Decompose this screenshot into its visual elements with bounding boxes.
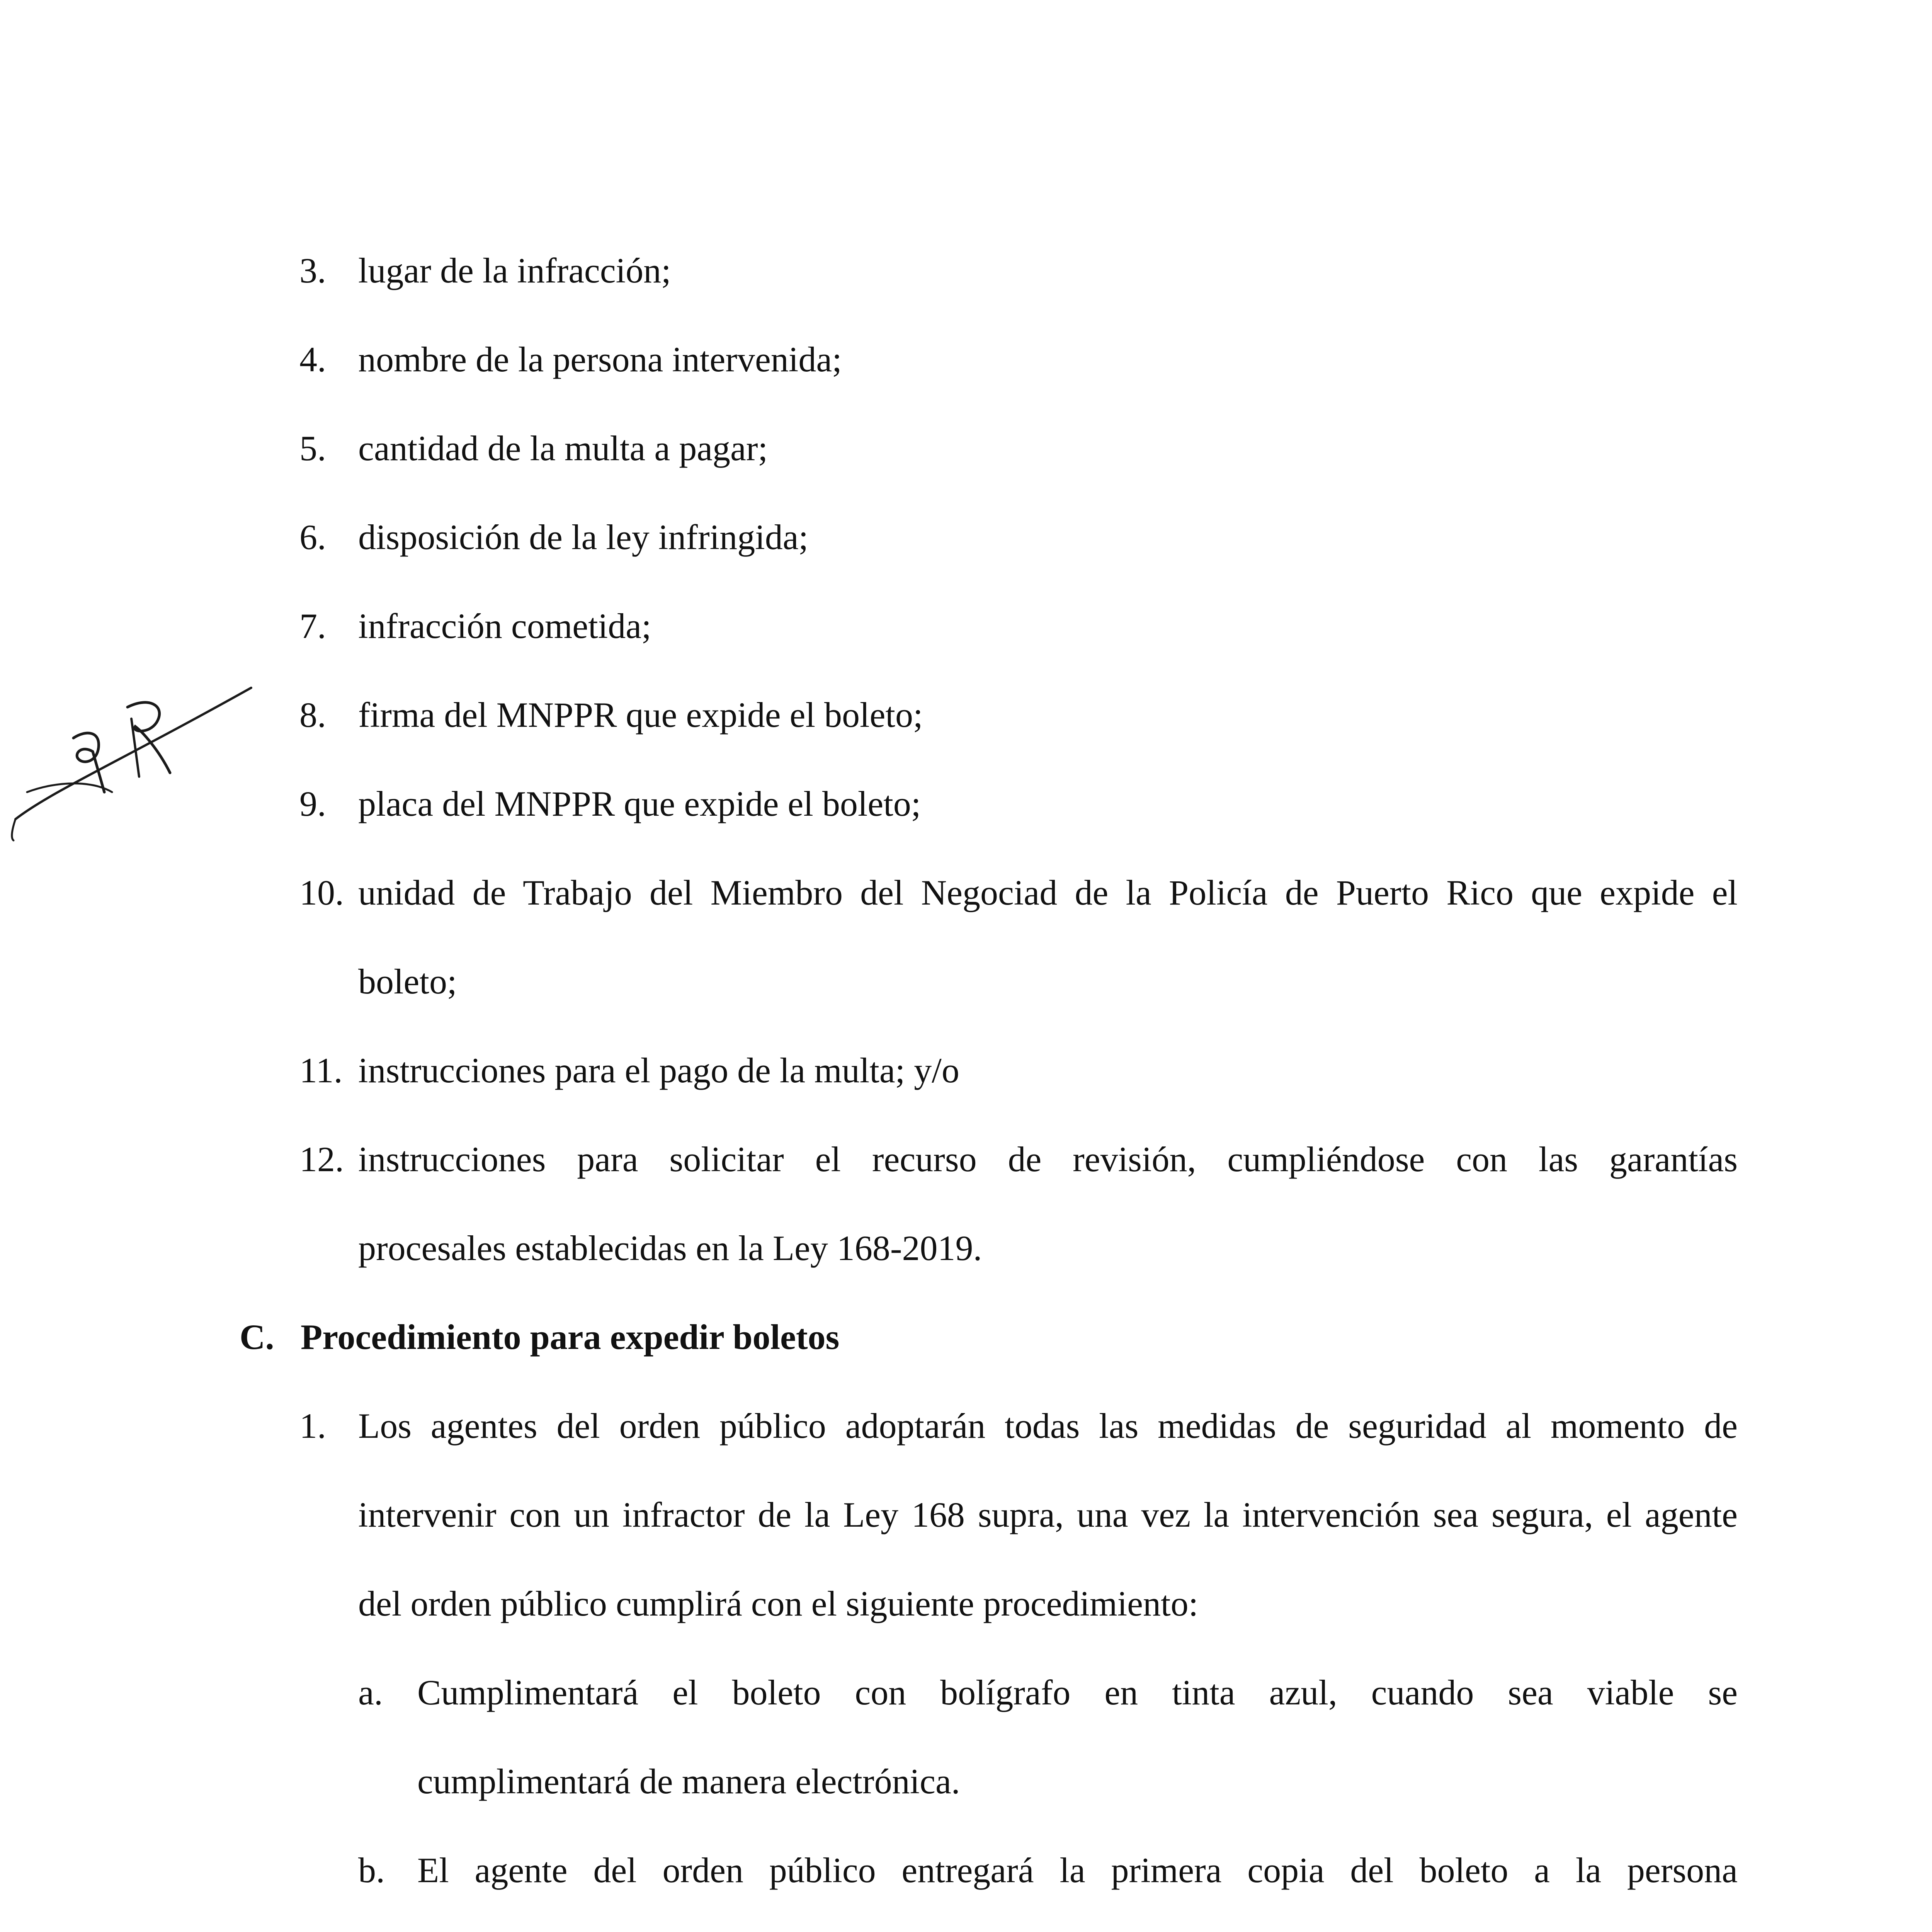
list-number: 8. (299, 695, 326, 735)
list-item-text: disposición de la ley infringida; (358, 517, 809, 557)
list-number: 7. (299, 606, 326, 646)
list-number: 10. (299, 873, 344, 912)
procedure-text: Los agentes del orden público adoptarán todas las medidas de seguridad al momento de (358, 1406, 1738, 1446)
subitem-text-continued: cumplimentará de manera electrónica. (417, 1762, 960, 1801)
procedure-number: 1. (299, 1406, 326, 1446)
list-item-text: infracción cometida; (358, 606, 651, 646)
list-item-text: instrucciones para solicitar el recurso de revisión, cumpliéndose con las garantías (358, 1139, 1738, 1179)
subitem-text: El agente del orden público entregará la primera copia del boleto a la persona (417, 1850, 1738, 1890)
list-number: 6. (299, 517, 326, 557)
subitem-letter: b. (358, 1850, 385, 1890)
list-number: 12. (299, 1139, 344, 1179)
procedure-text-continued: del orden público cumplirá con el siguiente procedimiento: (358, 1584, 1199, 1623)
list-number: 9. (299, 784, 326, 823)
section-heading: Procedimiento para expedir boletos (301, 1317, 840, 1357)
list-item-text: instrucciones para el pago de la multa; y/o (358, 1051, 959, 1090)
subitem-text: Cumplimentará el boleto con bolígrafo en tinta azul, cuando sea viable se (417, 1673, 1738, 1712)
list-number: 11. (299, 1051, 343, 1090)
section-letter: C. (240, 1317, 274, 1357)
list-item-text: firma del MNPPR que expide el boleto; (358, 695, 923, 735)
list-number: 3. (299, 251, 326, 290)
list-item-text: unidad de Trabajo del Miembro del Negociad de la Policía de Puerto Rico que expide el (358, 873, 1738, 912)
list-item-text: cantidad de la multa a pagar; (358, 429, 768, 468)
list-item-text-continued: procesales establecidas en la Ley 168-2019. (358, 1228, 982, 1268)
subitem-letter: a. (358, 1673, 383, 1712)
list-number: 4. (299, 340, 326, 379)
handwritten-initials-signature (4, 665, 259, 842)
procedure-text-continued: intervenir con un infractor de la Ley 168 supra, una vez la intervención sea segura, el agente (358, 1495, 1738, 1534)
list-item-text: placa del MNPPR que expide el boleto; (358, 784, 921, 823)
list-number: 5. (299, 429, 326, 468)
list-item-text-continued: boleto; (358, 962, 457, 1001)
list-item-text: lugar de la infracción; (358, 251, 671, 290)
list-item-text: nombre de la persona intervenida; (358, 340, 842, 379)
